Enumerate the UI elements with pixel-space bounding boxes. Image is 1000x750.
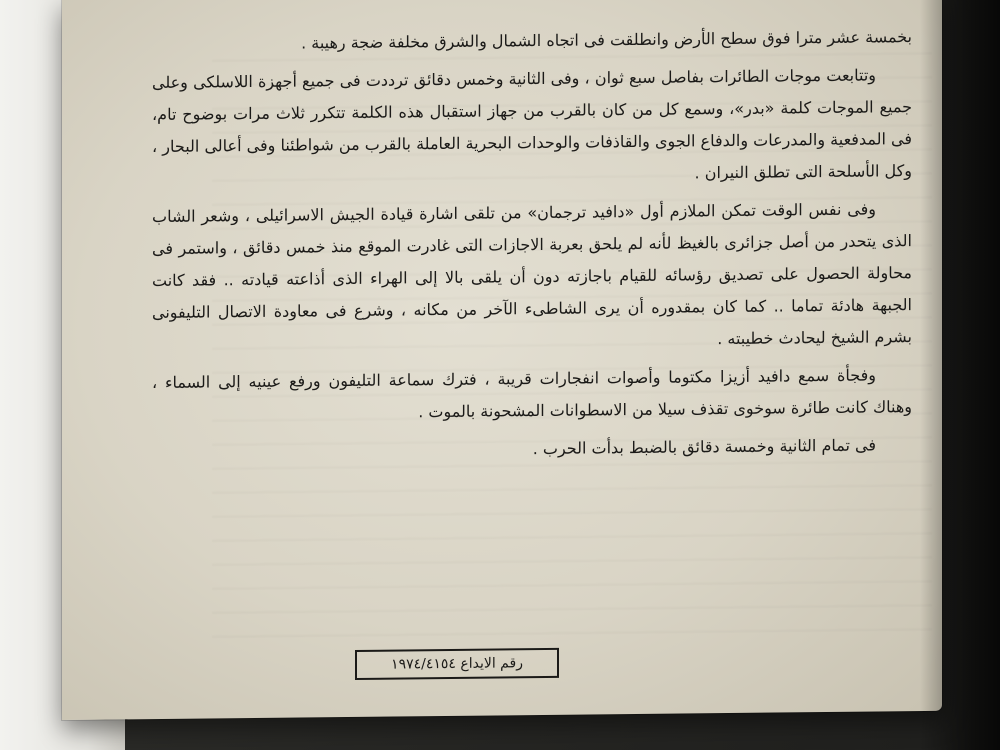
paragraph-5: فى تمام الثانية وخمسة دقائق بالضبط بدأت الحرب . (532, 435, 876, 459)
paragraph-4: وفجأة سمع دافيد أزيزا مكتوما وأصوات انفجارات قريبة ، فترك سماعة التليفون ورفع عينيه إلى السماء ، وهناك كانت طائرة سوخوى تقذف سيلا من الاسطوانات المشحونة بالموت . (152, 365, 912, 422)
deposit-number-box (355, 648, 559, 680)
paragraph-2: وتتابعت موجات الطائرات بفاصل سبع ثوان ، وفى الثانية وخمس دقائق ترددت فى جميع أجهزة اللاسلكى وعلى جميع الموجات كلمة «بدر»، وسمع كل من كان بالقرب من جهاز استقبال هذه الكلمة تتكرر ثلاث مرات بوضوح تام، فى المدفعية والمدرعات والدفاع الجوى والقاذفات والوحدات البحرية العاملة بالقرب من شواطئنا وفى أعالى البحار ، وكل الأسلحة التى تطلق النيران . (152, 65, 912, 183)
book-page (62, 0, 942, 720)
page-text-block (152, 21, 912, 589)
deposit-number-text: رقم الايداع ١٩٧٤/٤١٥٤ (391, 655, 523, 673)
paragraph-1: بخمسة عشر مترا فوق سطح الأرض وانطلقت فى اتجاه الشمال والشرق مخلفة ضجة رهيبة . (301, 27, 912, 53)
paragraph-3: وفى نفس الوقت تمكن الملازم أول «دافيد ترجمان» من تلقى اشارة قيادة الجيش الاسرائيلى ، وشعر الشاب الذى يتحدر من أصل جزائرى بالغيظ لأنه لم يلحق بعربة الاجازات التى غادرت الموقع منذ خمس دقائق ، واستمر فى محاولة الحصول على تصديق رؤسائه للقيام باجازته دون أن يلقى بالا إلى الهراء الذى أذاعته قيادته .. فقد كانت الجبهة هادئة تماما .. كما كان بمقدوره أن يرى الشاطىء الآخر من مكانه ، وشرع فى معاودة الاتصال التليفونى بشرم الشيخ ليحادث خطيبته . (152, 199, 912, 349)
